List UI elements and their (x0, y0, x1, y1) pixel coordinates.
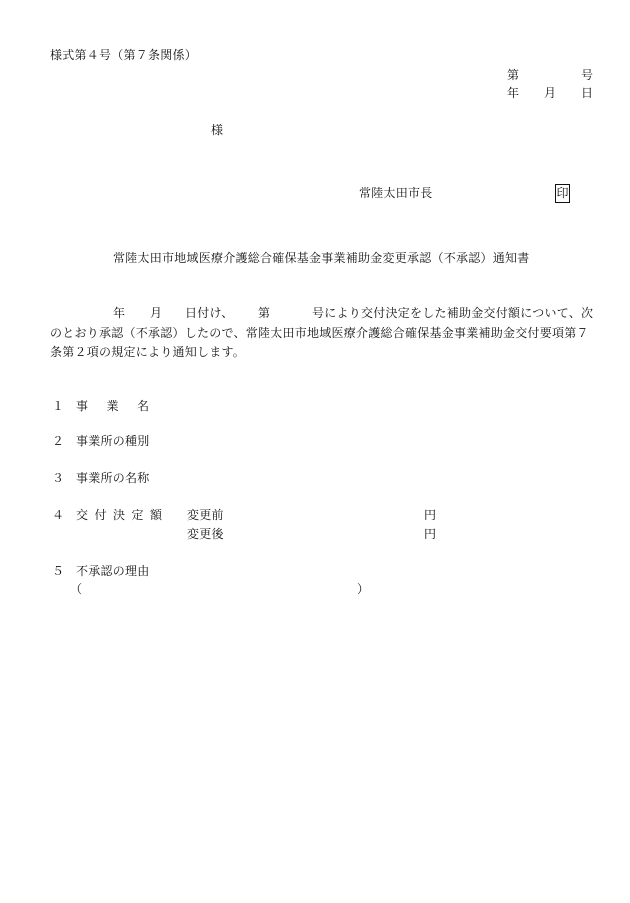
reason-paren-open: （ (70, 582, 83, 596)
amount-before-label: 変更前 (187, 508, 224, 522)
item-label-facility-name: 事業所の名称 (76, 471, 150, 485)
reason-paren-close: ） (357, 582, 370, 596)
body-line1-text: 号により交付決定をした補助金交付額について、次 (312, 306, 594, 320)
item-number: ５ (52, 564, 65, 578)
item-label-rejection-reason: 不承認の理由 (76, 564, 150, 578)
amount-after-label: 変更後 (187, 527, 224, 541)
body-year: 年 (113, 306, 126, 320)
doc-number-prefix: 第 (507, 68, 520, 82)
amount-before-unit: 円 (424, 508, 437, 522)
item-number: ３ (52, 471, 65, 485)
date-day: 日 (581, 86, 594, 100)
item-label-business-name: 事業名 (76, 399, 168, 413)
item-number: １ (52, 399, 65, 413)
date-month: 月 (544, 86, 557, 100)
body-month: 月 (150, 306, 163, 320)
form-number: 様式第４号（第７条関係） (50, 48, 198, 62)
item-label-grant-amount: 交付決定額 (76, 508, 169, 522)
item-label-facility-type: 事業所の種別 (76, 434, 150, 448)
issuer-name: 常陸太田市長 (359, 186, 433, 200)
addressee-honorific: 様 (211, 123, 224, 137)
body-line3: 条第２項の規定により通知します。 (50, 345, 246, 359)
document-title: 常陸太田市地域医療介護総合確保基金事業補助金変更承認（不承認）通知書 (113, 251, 530, 265)
seal-stamp-box: 印 (555, 184, 570, 203)
date-year: 年 (507, 86, 520, 100)
doc-number-suffix: 号 (581, 68, 594, 82)
body-date-suffix: 日付け、 (185, 306, 234, 320)
body-number-prefix: 第 (258, 306, 271, 320)
amount-after-unit: 円 (424, 527, 437, 541)
body-line2: のとおり承認（不承認）したので、常陸太田市地域医療介護総合確保基金事業補助金交付要項第７ (50, 326, 589, 340)
item-number: ４ (52, 508, 65, 522)
item-number: ２ (52, 434, 65, 448)
